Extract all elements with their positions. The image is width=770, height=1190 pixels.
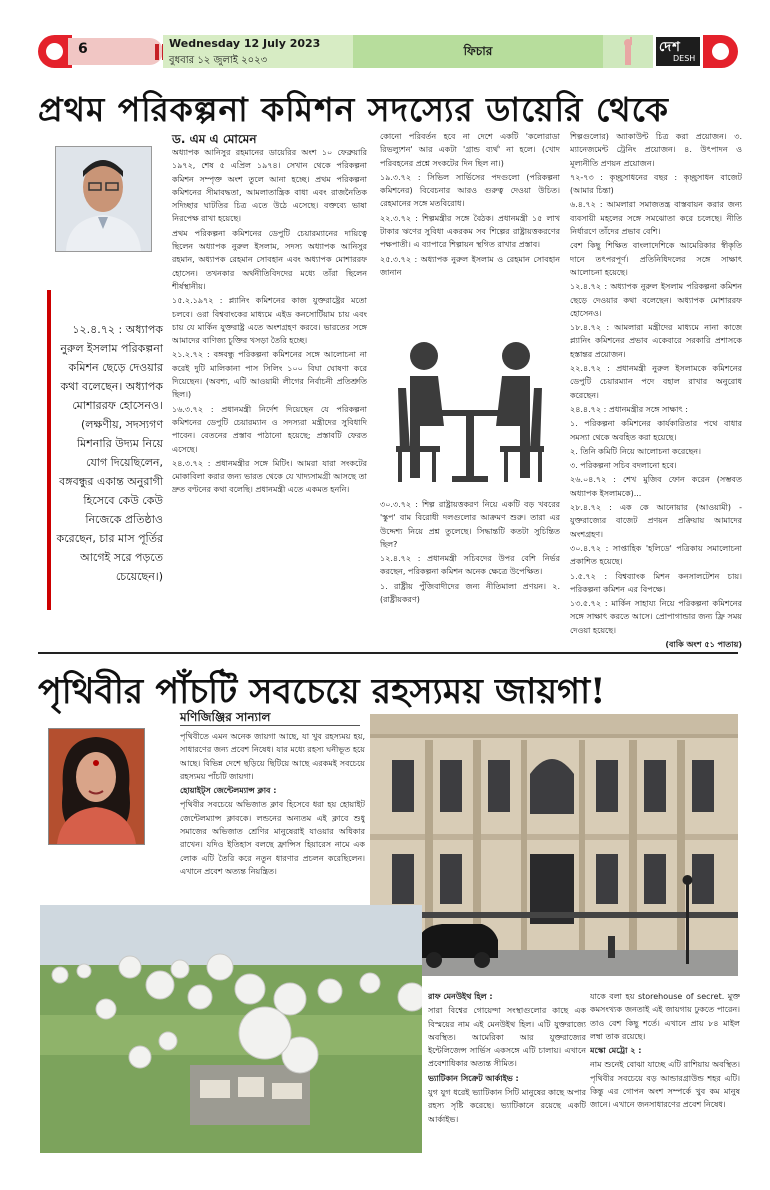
article1-column-2-top bbox=[380, 130, 560, 330]
article2-intro-column bbox=[180, 730, 365, 890]
paragraph: পৃথিবীর সবচেয়ে অভিজাত ক্লাব হিসেবে ধরা হয় হোয়াইট জেন্টেলম্যান্স ক্লাবকে। লন্ডনের অন্যতম এই ক্লাবে শুধু সমাজের অভিজাত শ্রেণির মানুষেরাই যাওয়ার অধিকার রাখেন। যদিও ইতিহাস বলছে ফ্রান্সিস হিয়ারেস নামে এক লোক এটি তৈরি করে নতুন ধারণার প্রচলন করেছিলেন। এখানে প্রবেশ অত্যন্ত নিয়ন্ত্রিত। bbox=[180, 800, 365, 876]
brand-sub: DESH bbox=[673, 54, 696, 63]
meeting-icon bbox=[380, 338, 560, 488]
paragraph: ১৯.৩.৭২ : সিভিল সার্ভিসের পদগুলো (পরিকল্পনা কমিশনের) বিবেচনার আরও গুরুত্ব দেওয়া উচিত। রেহমানের সঙ্গে মতবিরোধ। bbox=[380, 172, 560, 209]
paragraph: ১৮.৪.৭২ : আমলারা মন্ত্রীদের মাধ্যমে নানা কাজে প্ল্যানিং কমিশনের প্রভাব একেবারে সরকারি প্রশাসকে হস্তান্তর প্রয়োজন। bbox=[570, 323, 742, 359]
paragraph: যাকে বলা হয় storehouse of secret. মুক্ত কমসংখ্যক জনতাই এই জায়গায় ঢুকতে পারেন। তাও বেশ কিছু শর্তে। এখানে প্রায় ৮৪ মাইল লম্বা তাক রয়েছে। bbox=[590, 992, 740, 1041]
page-number: 6 bbox=[78, 41, 88, 57]
paragraph: শিল্পগুলোর) অ্যাকাউন্ট চিত্র করা প্রয়োজন। ৩. ম্যানেজমেন্ট ট্রেনিং প্রয়োজন। ৪. উৎপাদন ও মূল্যনীতি প্রণয়ন প্রয়োজন। bbox=[570, 132, 742, 168]
paragraph: ১৫.২.১৯৭২ : প্ল্যানিং কমিশনের কাজ যুক্তরাষ্ট্রের মতো চলবে। ওরা বিশ্ববাংকের মাধ্যমে এইড কনসোর্টিয়াম চায় এবং চায় যে মার্কিন যুক্তরাষ্ট্র এতে অংশগ্রহণ করবে। ভারতের সঙ্গে আমাদের বাণিজ্য চুক্তির খসড়া তৈরি হচ্ছে। bbox=[172, 296, 367, 346]
paragraph: কোনো পরিবর্তন হবে না দেশে একটি 'কলোরাডা রিভল্যুশন' আর একটা 'গ্রান্ড ব্যর্থ' না হলে। (খোদ পরিবহনের প্রশ্নে সংকটের দিন ছিল না।) bbox=[380, 132, 560, 168]
paragraph: ২১.২.৭২ : বঙ্গবন্ধু পরিকল্পনা কমিশনের সঙ্গে আলোচনা না করেই দুটি মালিকানা পাস সিলিং ১০০ বিঘা ঘোষণা করে দিয়েছেন। (অবশ্য, এটি আওয়ামী লীগের নির্বাচনী প্রতিশ্রুতি ছিল।) bbox=[172, 350, 367, 400]
article2-column-3 bbox=[590, 990, 740, 1160]
article1-headline: প্রথম পরিকল্পনা কমিশন সদস্যের ডায়েরি থেকে bbox=[38, 90, 669, 129]
article1-column-3 bbox=[570, 130, 742, 660]
subheading: রাফ মেনউইথ হিল : bbox=[428, 992, 493, 1001]
club-building-photo bbox=[370, 714, 738, 976]
pullquote-bar bbox=[47, 290, 51, 610]
paragraph: ২৬.০৪.৭২ : শেখ মুজিব ফোন করেন (সম্ভবত অধ্যাপক ইসলামকে)... bbox=[570, 475, 742, 498]
right-round-ornament bbox=[703, 35, 738, 68]
statue-icon bbox=[603, 35, 653, 68]
paragraph: যুগ যুগ ধরেই ভ্যাটিকান সিটি মানুষের কাছে অপার রহস্য সৃষ্টি করেছে। ভ্যাটিকানে রয়েছে একটি আর্কাইভ। bbox=[428, 1088, 586, 1124]
paragraph: ৬.৪.৭২ : আমলারা সমাজতন্ত্র বাস্তবায়ন করার জন্য ব্যবসায়ী মহলের সঙ্গে সমঝোতা করে চলেছে। নীতি নির্ধারণে তাঁদের প্রভাব বেশি। bbox=[570, 200, 742, 237]
paragraph: অধ্যাপক আনিসুর রহমানের ডায়েরির অংশ ১০ ফেব্রুয়ারি ১৯৭২, শেষ ৫ এপ্রিল ১৯৭৪। সেখান থেকে পরিকল্পনা কমিশন সম্পৃক্ত অংশ তুলে আনা হচ্ছে। প্রথম পরিকল্পনা কমিশনের সীমাবদ্ধতা, আমলাতান্ত্রিক বাধা এবং রাজনৈতিক সদিচ্ছার ঘাটতির চিত্র এতে উঠে এসেছে। বক্তব্যে ভাষা নিরপেক্ষ রাখা হয়েছে। bbox=[172, 148, 367, 224]
article-divider bbox=[38, 652, 738, 654]
subheading: মস্কো মেট্রো ২ : bbox=[590, 1046, 642, 1056]
paragraph: সারা বিশ্বের গোয়েন্দা সংস্থাগুলোর কাছে এক বিস্ময়ের নাম এই মেনউইথ হিল। এটি যুক্তরাজ্যে অবস্থিত। আমেরিকা আর যুক্তরাজ্যের ইন্টেলিজেন্স সার্ভিস একসঙ্গে এটি চালায়। এখানে প্রবেশাধিকার অত্যন্ত সীমিত। bbox=[428, 1006, 586, 1069]
paragraph: ১২.৪.৭২ : প্রধানমন্ত্রী সচিবদের উপর বেশি নির্ভর করছেন, পরিকল্পনা কমিশন অনেক ক্ষেত্রে উপেক্ষিত। bbox=[380, 554, 560, 577]
paragraph: প্রথম পরিকল্পনা কমিশনের ডেপুটি চেয়ারম্যানের দায়িত্বে ছিলেন অধ্যাপক নুরুল ইসলাম, সদস্য অধ্যাপক আনিসুর রহমান, অধ্যাপক রেহমান সোবহান এবং অধ্যাপক মোশাররফ হোসেন। তখনকার অর্থনীতিবিদদের মধ্যে তাঁরা ছিলেন শীর্ষস্থানীয়। bbox=[172, 228, 367, 291]
paragraph: ১.৫.৭২ : বিশ্বব্যাংক মিশন কনসালটেশন চায়। পরিকল্পনা কমিশন এর বিপক্ষে। bbox=[570, 571, 742, 594]
page-number-box bbox=[68, 38, 163, 65]
paragraph: ২৪.৩.৭২ : প্রধানমন্ত্রীর সঙ্গে মিটিং। আমরা যারা সংকটের মোকাবিলা করার জন্য ভারত থেকে যে খাদ্যসামগ্রী আসছে তা দ্রুত বণ্টনের কথা বলেছি। প্রধানমন্ত্রী এতে একমত হননি। bbox=[172, 458, 367, 495]
paragraph: ২৮.৪.৭২ : এক কে আনোয়ার (আওয়ামী) - যুক্তরাজ্যের বাজেট প্রণয়ন প্রক্রিয়ায় আমাদের অংশগ্রহণ। bbox=[570, 503, 742, 539]
paragraph: বেশ কিছু শিক্ষিত বাংলাদেশিকে আমেরিকার স্বীকৃতি দানে তৎপরপূর্ণ। প্রতিনিধিদলের সঙ্গে সাক্ষাৎ আলোচনা হয়েছে। bbox=[570, 241, 742, 277]
brand-logo bbox=[656, 37, 700, 66]
paragraph: ২. তিনি কমিটি নিয়ে আলোচনা করেছেন। bbox=[570, 446, 701, 456]
paragraph: ১২.৪.৭২ : অধ্যাপক নুরুল ইসলাম পরিকল্পনা কমিশন ছেড়ে দেওয়ার কথা বলেছেন। অধ্যাপক মোশাররফ হোসেনও। bbox=[570, 282, 742, 318]
paragraph: ১৬.৩.৭২ : প্রধানমন্ত্রী নির্দেশ দিয়েছেন যে পরিকল্পনা কমিশনের ডেপুটি চেয়ারম্যান ও সদস্যরা মন্ত্রীদের সুবিধাদি পাবেন। বেতনের প্রস্তাব পাঠানো হয়েছে; প্রস্তাবটি ফেরত এসেছে। bbox=[172, 404, 367, 454]
article2-author: মণিজিঞ্জির সান্যাল bbox=[180, 710, 271, 724]
date-bangla: বুধবার ১২ জুলাই ২০২৩ bbox=[169, 55, 268, 66]
paragraph: ১৩.৫.৭২ : মার্কিন সাহায্য নিয়ে পরিকল্পনা কমিশনের সঙ্গে সাক্ষাৎ করতে আসে। প্রোপাগান্ডার জন্য ফ্রি সময় দেওয়া হয়েছে। bbox=[570, 599, 742, 635]
author1-photo bbox=[55, 146, 152, 252]
subheading: হোয়াইট্স জেন্টেলম্যান্স ক্লাব : bbox=[180, 786, 277, 796]
paragraph: ৭২-৭৩ : কৃচ্ছ্রসাধনের বছর : কৃচ্ছ্রসাধন বাজেট (আমার চিন্তা) bbox=[570, 172, 742, 196]
date-english: Wednesday 12 July 2023 bbox=[169, 37, 321, 50]
pullquote-text: ১২.৪.৭২ : অধ্যাপক নুরুল ইসলাম পরিকল্পনা কমিশন ছেড়ে দেওয়ার কথা বলেছেন। অধ্যাপক মোশাররফ হোসেনও। (লক্ষণীয়, সদস্যগণ মিশনারি উদ্যম নিয়ে যোগ দিয়েছিলেন, বঙ্গবন্ধুর একান্ত অনুরাগী হিসেবে কেউ কেউ নিজেকে প্রতিষ্ঠাও করেছেন, চার মাস পূর্তির আগেই সরে পড়তে চেয়েছেন।) bbox=[56, 323, 163, 583]
paragraph: ২২.৩.৭২ : শিল্পমন্ত্রীর সঙ্গে বৈঠক। প্রধানমন্ত্রী ১৫ লাখ টাকার ঋণের সুবিধা একরকম সব শিল্পের রাষ্ট্রায়ত্তকরণের পক্ষপাতী। এ ব্যাপারে শিল্পায়ন স্থগিত রাখার প্রস্তাব। bbox=[380, 213, 560, 250]
continued-note: (বাকি অংশ ৫১ পাতায়) bbox=[665, 639, 742, 649]
article1-author: ড. এম এ মোমেন bbox=[172, 132, 257, 146]
subheading: ভ্যাটিকান সিক্রেট আর্কাইভ : bbox=[428, 1073, 519, 1083]
byline-rule bbox=[180, 725, 360, 726]
paragraph: নাম শুনেই বোঝা যাচ্ছে এটি রাশিয়ায় অবস্থিত। পৃথিবীর সবচেয়ে বড় আন্ডারগ্রাউন্ড শহর এটি। কিন্তু এর গোপন অংশ সম্পর্কে খুব কম মানুষ জানে। এখানে জনসাধারণের প্রবেশ নিষেধ। bbox=[590, 1060, 740, 1110]
article2-column-2 bbox=[428, 990, 586, 1160]
paragraph: ৩০.৩.৭২ : শিল্প রাষ্ট্রায়ত্তকরণ নিয়ে একটি বড় খবরের 'স্কুপ' বাম বিরোধী দলগুলোর আক্রমণ শুরু। তারা এর উদ্দেশ্য নিয়ে প্রশ্ন তুলেছে। সিদ্ধান্তটি কতটা সুচিন্তিত ছিল? bbox=[380, 500, 560, 549]
paragraph: পৃথিবীতে এমন অনেক জায়গা আছে, যা খুব রহস্যময় হয়, সাধারণের জন্য প্রবেশ নিষেধ। যার মধ্যে রহস্য ঘনীভূত হয়ে আছে। বিভিন্ন দেশে ছড়িয়ে ছিটিয়ে আছে এরকমই সবচেয়ে রহস্যময় পাঁচটি জায়গা। bbox=[180, 732, 365, 781]
paragraph: ২৪.৪.৭২ : প্রধানমন্ত্রীর সঙ্গে সাক্ষাৎ : bbox=[570, 404, 688, 414]
paragraph: ১. রাষ্ট্রীয় পুঁজিবাদীদের জন্য নীতিমালা প্রণয়ন। ২. (রাষ্ট্রীয়করণ) bbox=[380, 581, 560, 605]
paragraph: ৩০.৪.৭২ : সাপ্তাহিক 'হলিডে' পত্রিকায় সমালোচনা প্রকাশিত হয়েছে। bbox=[570, 543, 742, 567]
paragraph: ১. পরিকল্পনা কমিশনের কার্যকারিতার পথে বাধার সমস্যা থেকে অবহিত করা হয়েছে। bbox=[570, 419, 742, 442]
brand-main: দেশ bbox=[659, 40, 681, 55]
left-round-ornament bbox=[38, 35, 72, 68]
date-box bbox=[163, 35, 353, 68]
article2-headline: পৃথিবীর পাঁচটি সবচেয়ে রহস্যময় জায়গা! bbox=[38, 671, 606, 712]
section-label-box bbox=[353, 35, 603, 68]
article1-column-1 bbox=[172, 146, 367, 661]
paragraph: ২৫.৩.৭২ : অধ্যাপক নুরুল ইসলাম ও রেহমান সোবহান জানান bbox=[380, 254, 560, 277]
author2-photo bbox=[48, 728, 145, 845]
paragraph: ২২.৪.৭২ : প্রধানমন্ত্রী নুরুল ইসলামকে কমিশনের ডেপুটি চেয়ারম্যান পদে বহাল রাখার অনুরোধ করেছেন। bbox=[570, 364, 742, 400]
paragraph: ৩. পরিকল্পনা সচিব বদলানো হবে। bbox=[570, 461, 677, 471]
section-label: ফিচার bbox=[463, 44, 493, 58]
page-header bbox=[38, 35, 738, 68]
article1-column-2-bottom bbox=[380, 498, 560, 658]
radar-domes-photo bbox=[40, 905, 422, 1153]
